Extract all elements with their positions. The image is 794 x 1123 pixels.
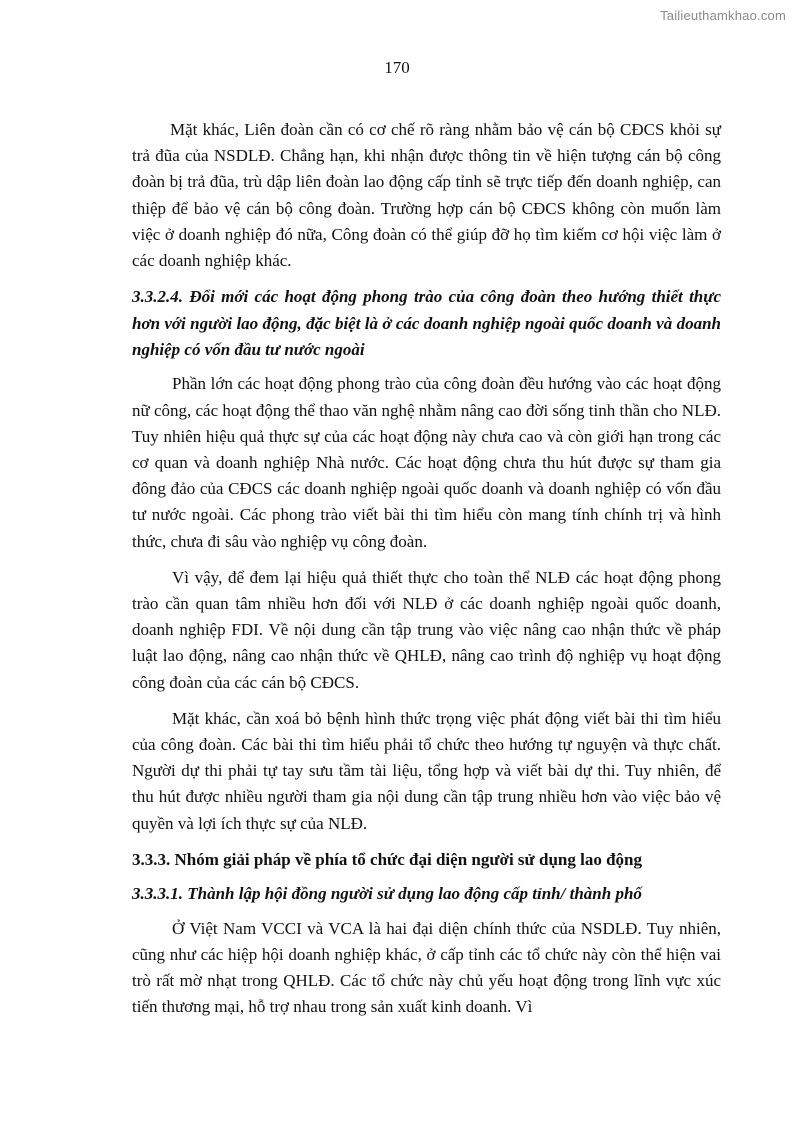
watermark: Tailieuthamkhao.com — [660, 8, 786, 23]
section-heading-3-3-2-4: 3.3.2.4. Đổi mới các hoạt động phong trào của công đoàn theo hướng thiết thực hơn với người lao động, đặc biệt là ở các doanh nghiệp ngoài quốc doanh và doanh nghiệp có vốn đầu tư nước ngoài — [132, 287, 721, 360]
paragraph: Ở Việt Nam VCCI và VCA là hai đại diện chính thức của NSDLĐ. Tuy nhiên, cũng như các hiệp hội doanh nghiệp khác, ở cấp tỉnh các tổ chức này còn thể hiện vai trò rất mờ nhạt trong QHLĐ. Các tổ chức này chủ yếu hoạt động trong lĩnh vực xúc tiến thương mại, hỗ trợ nhau trong sản xuất kinh doanh. Vì — [132, 918, 721, 1017]
section-heading-3-3-3: 3.3.3. Nhóm giải pháp về phía tổ chức đại diện người sử dụng lao động — [132, 849, 642, 869]
paragraph: Phần lớn các hoạt động phong trào của công đoàn đều hướng vào các hoạt động nữ công, các hoạt động thể thao văn nghệ nhằm nâng cao đời sống tinh thần cho NLĐ. Tuy nhiên hiệu quả thực sự của các hoạt động này chưa cao và còn giới hạn trong các cơ quan và doanh nghiệp Nhà nước. Các hoạt động chưa thu hút được sự tham gia đông đảo của CĐCS các doanh nghiệp ngoài quốc doanh và doanh nghiệp có vốn đầu tư nước ngoài. Các phong trào viết bài thi tìm hiểu còn mang tính chính trị và hình thức, chưa đi sâu vào nghiệp vụ công đoàn. — [132, 374, 721, 551]
paragraph: Mặt khác, cần xoá bỏ bệnh hình thức trọng việc phát động viết bài thi tìm hiểu của công đoàn. Các bài thi tìm hiểu phải tổ chức theo hướng tự nguyện và thực chất. Người dự thi phải tự tay sưu tầm tài liệu, tổng hợp và viết bài dự thi. Tuy nhiên, để thu hút được nhiều người tham gia nội dung cần tập trung nhiều hơn vào việc bảo vệ quyền và lợi ích thực sự của NLĐ. — [132, 708, 721, 833]
document-body — [132, 117, 721, 1031]
paragraph: Vì vậy, để đem lại hiệu quả thiết thực cho toàn thể NLĐ các hoạt động phong trào cần quan tâm nhiều hơn đối với NLĐ ở các doanh nghiệp ngoài quốc doanh, doanh nghiệp FDI. Về nội dung cần tập trung vào việc nâng cao nhận thức về pháp luật lao động, nâng cao nhận thức về QHLĐ, nâng cao trình độ nghiệp vụ hoạt động công đoàn của các cán bộ CĐCS. — [132, 567, 721, 692]
paragraph: Mặt khác, Liên đoàn cần có cơ chế rõ ràng nhằm bảo vệ cán bộ CĐCS khỏi sự trả đũa của NSDLĐ. Chẳng hạn, khi nhận được thông tin về hiện tượng cán bộ công đoàn bị trả đũa, trù dập liên đoàn lao động cấp tỉnh sẽ trực tiếp đến doanh nghiệp, can thiệp để bảo vệ cán bộ công đoàn. Trường hợp cán bộ CĐCS không còn muốn làm việc ở doanh nghiệp đó nữa, Công đoàn có thể giúp đỡ họ tìm kiếm cơ hội việc làm ở các doanh nghiệp khác. — [132, 120, 721, 271]
page-number: 170 — [384, 58, 410, 77]
section-heading-3-3-3-1: 3.3.3.1. Thành lập hội đồng người sử dụng lao động cấp tỉnh/ thành phố — [132, 884, 642, 904]
